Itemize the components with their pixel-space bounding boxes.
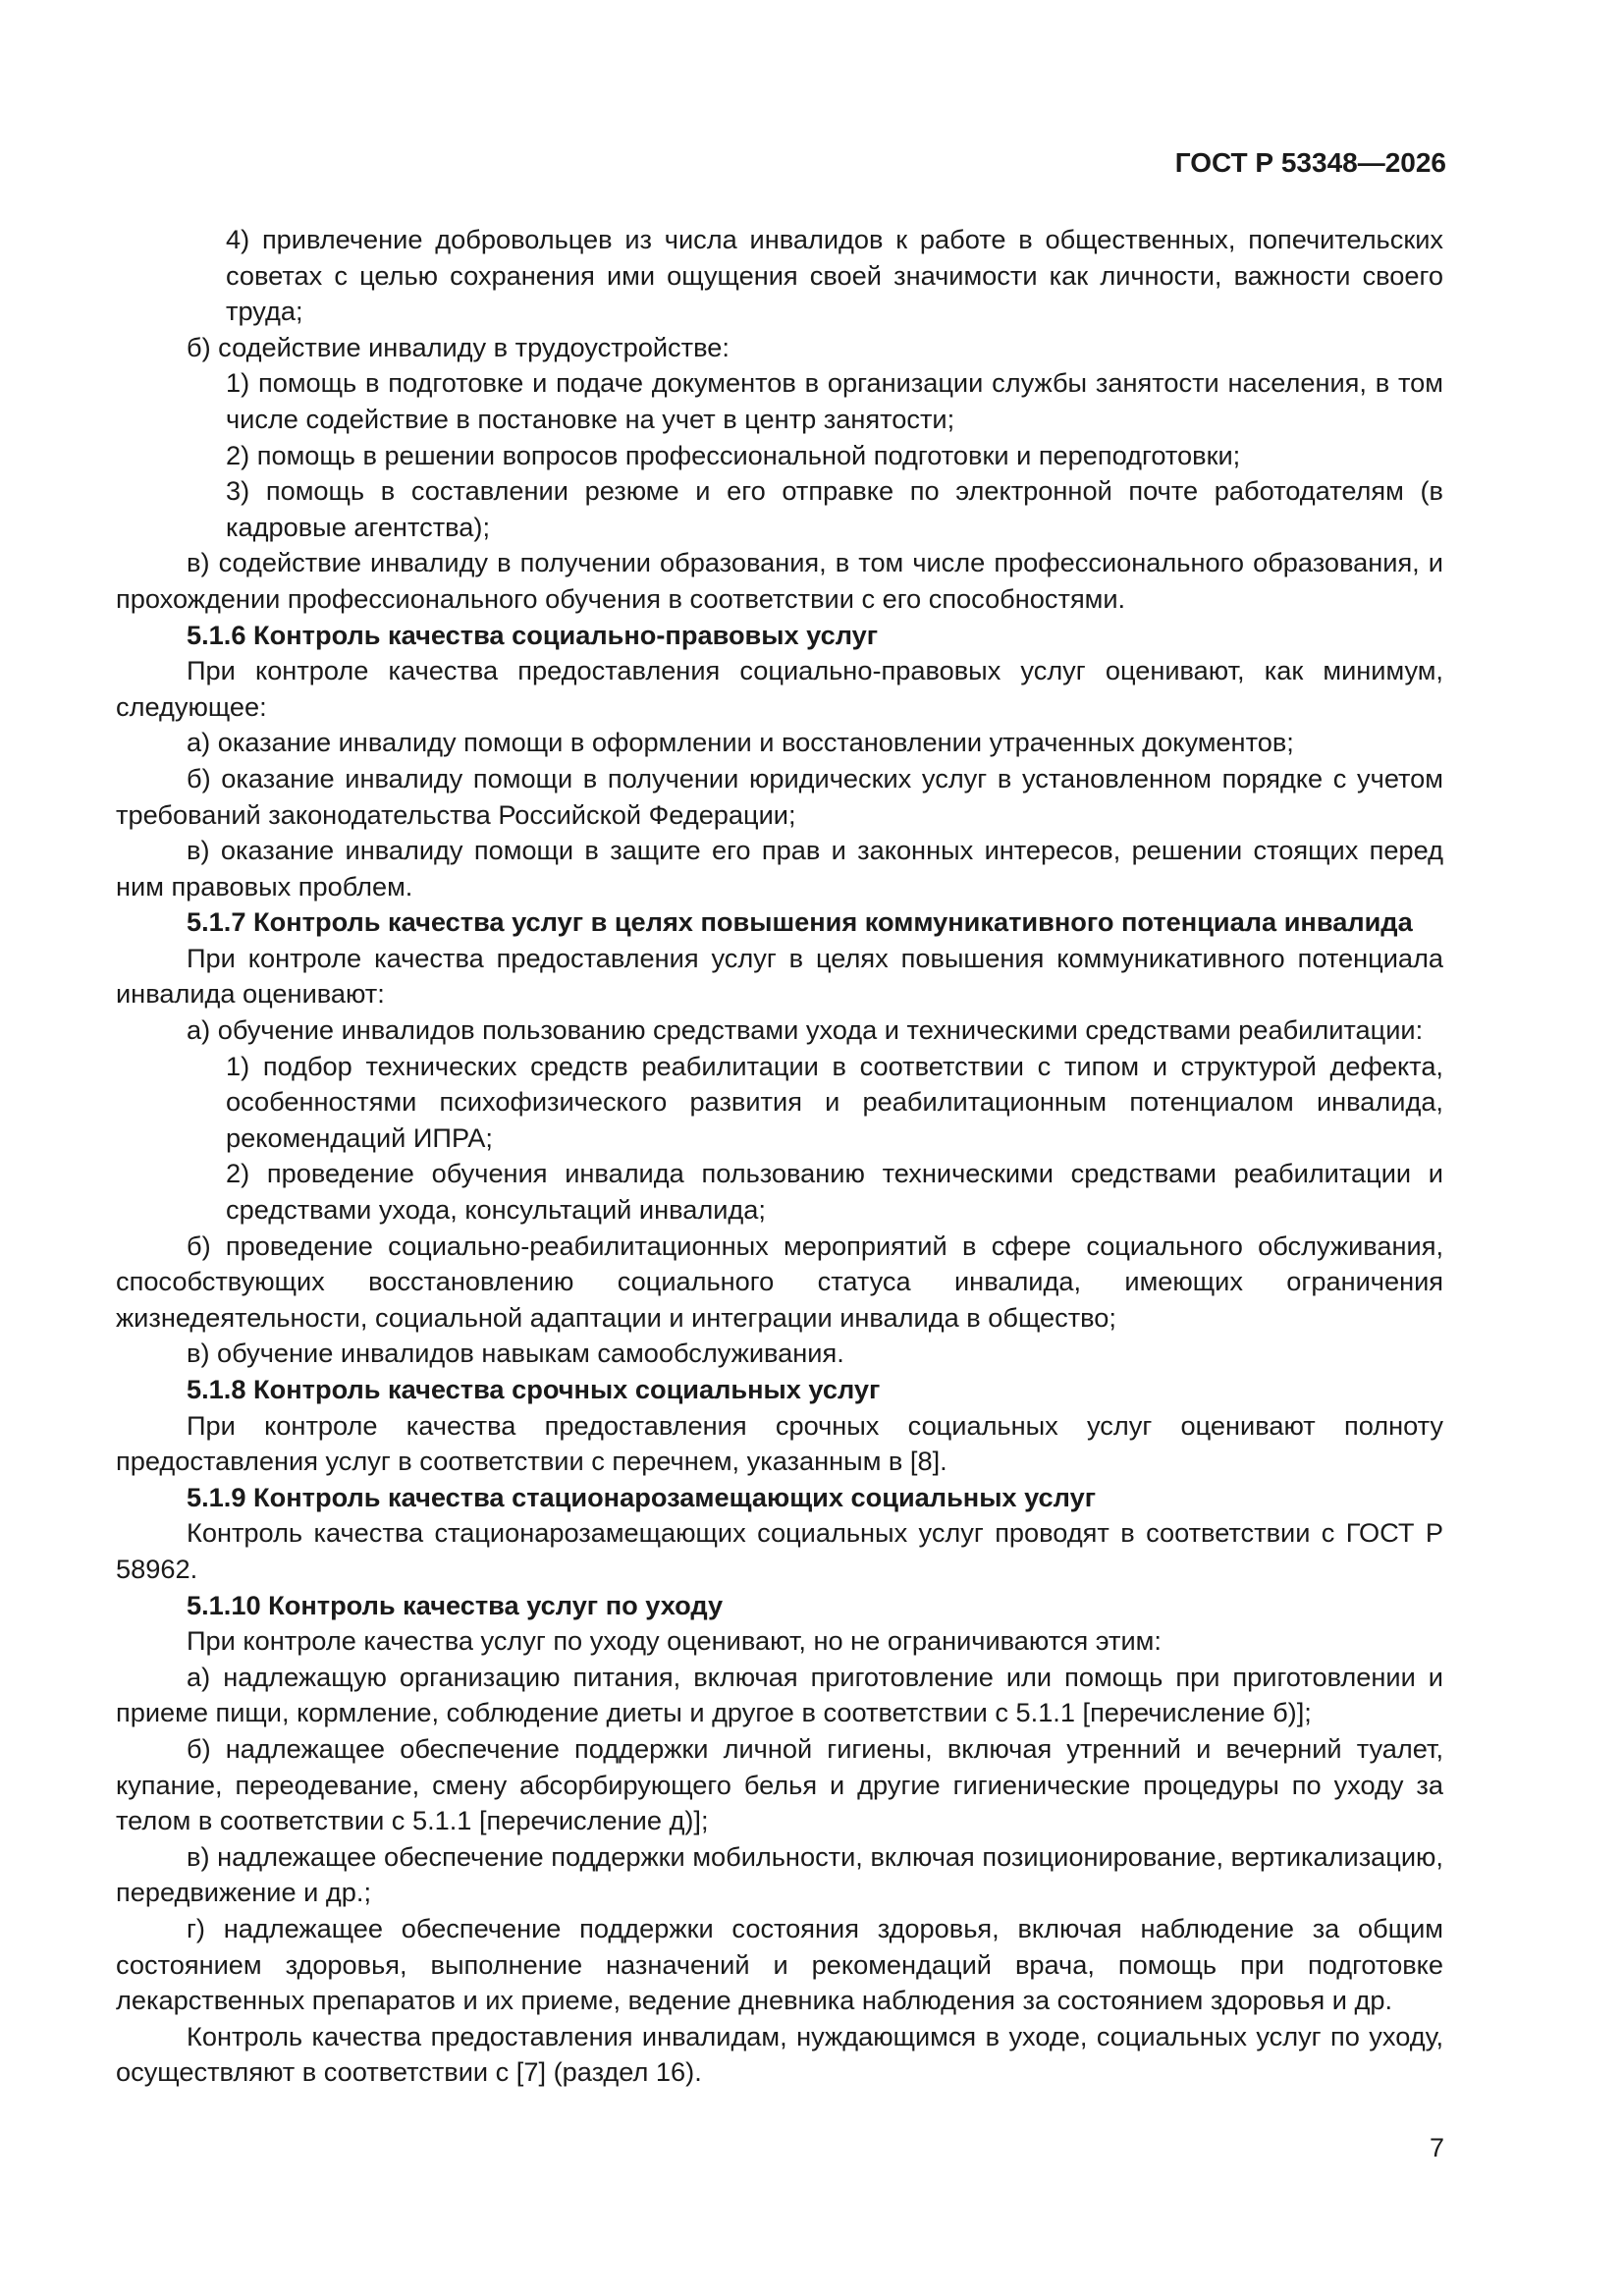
list-item: в) надлежащее обеспечение поддержки мобильности, включая позиционирование, вертикализацию, передвижение и др.; [116,1840,1443,1908]
document-body [116,222,1443,2091]
list-item: в) оказание инвалиду помощи в защите его прав и законных интересов, решении стоящих перед ним правовых проблем. [116,835,1443,902]
section-heading-5-1-10: 5.1.10 Контроль качества услуг по уходу [187,1589,724,1620]
list-item: 1) помощь в подготовке и подаче документов в организации службы занятости населения, в том числе содействие в постановке на учет в центр занятости; [226,367,1443,434]
document-code: ГОСТ Р 53348—2026 [1174,147,1446,178]
list-item: а) оказание инвалиду помощи в оформлении и восстановлении утраченных документов; [187,727,1294,758]
list-item: а) надлежащую организацию питания, включая приготовление или помощь при приготовлении и приеме пищи, кормление, соблюдение диеты и другое в соответствии с 5.1.1 [перечисление б)]; [116,1661,1443,1728]
list-item: в) обучение инвалидов навыкам самообслуживания. [187,1338,844,1369]
paragraph: При контроле качества услуг по уходу оценивают, но не ограничиваются этим: [187,1625,1162,1657]
list-item: 2) помощь в решении вопросов профессиональной подготовки и переподготовки; [226,439,1241,470]
section-heading-5-1-8: 5.1.8 Контроль качества срочных социальных услуг [187,1374,881,1404]
list-item: 1) подбор технических средств реабилитации в соответствии с типом и структурой дефекта, особенностями психофизического развития и реабилитационным потенциалом инвалида, рекомендаций ИПРА; [226,1050,1443,1153]
list-item: а) обучение инвалидов пользованию средствами ухода и техническими средствами реабилитации: [187,1014,1424,1046]
page-number: 7 [1429,2133,1444,2162]
list-item: б) надлежащее обеспечение поддержки личной гигиены, включая утренний и вечерний туалет, купание, переодевание, смену абсорбирующего белья и другие гигиенические процедуры по уходу за телом в соответствии с 5.1.1 [перечисление д)]; [116,1732,1443,1836]
list-item: в) содействие инвалиду в получении образования, в том числе профессионального образования, и прохождении профессионального обучения в соответствии с его способностями. [116,547,1443,614]
list-item: 3) помощь в составлении резюме и его отправке по электронной почте работодателям (в кадровые агентства); [226,475,1443,542]
list-item: б) оказание инвалиду помощи в получении юридических услуг в установленном порядке с учетом требований законодательства Российской Федерации; [116,762,1443,830]
paragraph: Контроль качества стационарозамещающих социальных услуг проводят в соответствии с ГОСТ Р 58962. [116,1517,1443,1584]
section-heading-5-1-6: 5.1.6 Контроль качества социально-правовых услуг [187,619,879,650]
list-item: г) надлежащее обеспечение поддержки состояния здоровья, включая наблюдение за общим состоянием здоровья, выполнение назначений и рекомендаций врача, помощь при подготовке лекарственных препаратов и их приеме, ведение дневника наблюдения за состоянием здоровья и др. [116,1912,1443,2016]
list-item: б) содействие инвалиду в трудоустройстве: [187,331,730,362]
list-item: 4) привлечение добровольцев из числа инвалидов к работе в общественных, попечительских советах с целью сохранения ими ощущения своей значимости как личности, важности своего труда; [226,224,1443,327]
section-heading-5-1-9: 5.1.9 Контроль качества стационарозамещающих социальных услуг [187,1481,1097,1512]
paragraph: При контроле качества предоставления социально-правовых услуг оценивают, как минимум, следующее: [116,655,1443,722]
paragraph: Контроль качества предоставления инвалидам, нуждающимся в уходе, социальных услуг по уходу, осуществляют в соответствии с [7] (раздел 16). [116,2020,1443,2088]
list-item: 2) проведение обучения инвалида пользованию техническими средствами реабилитации и средствами ухода, консультаций инвалида; [226,1158,1443,1226]
list-item: б) проведение социально-реабилитационных мероприятий в сфере социального обслуживания, способствующих восстановлению социального статуса инвалида, имеющих ограничения жизнедеятельности, социальной адаптации и интеграции инвалида в общество; [116,1230,1443,1333]
section-heading-5-1-7: 5.1.7 Контроль качества услуг в целях повышения коммуникативного потенциала инвалида [187,906,1413,938]
paragraph: При контроле качества предоставления услуг в целях повышения коммуникативного потенциала инвалида оценивают: [116,942,1443,1010]
paragraph: При контроле качества предоставления срочных социальных услуг оценивают полноту предоставления услуг в соответствии с перечнем, указанным в [8]. [116,1409,1443,1477]
